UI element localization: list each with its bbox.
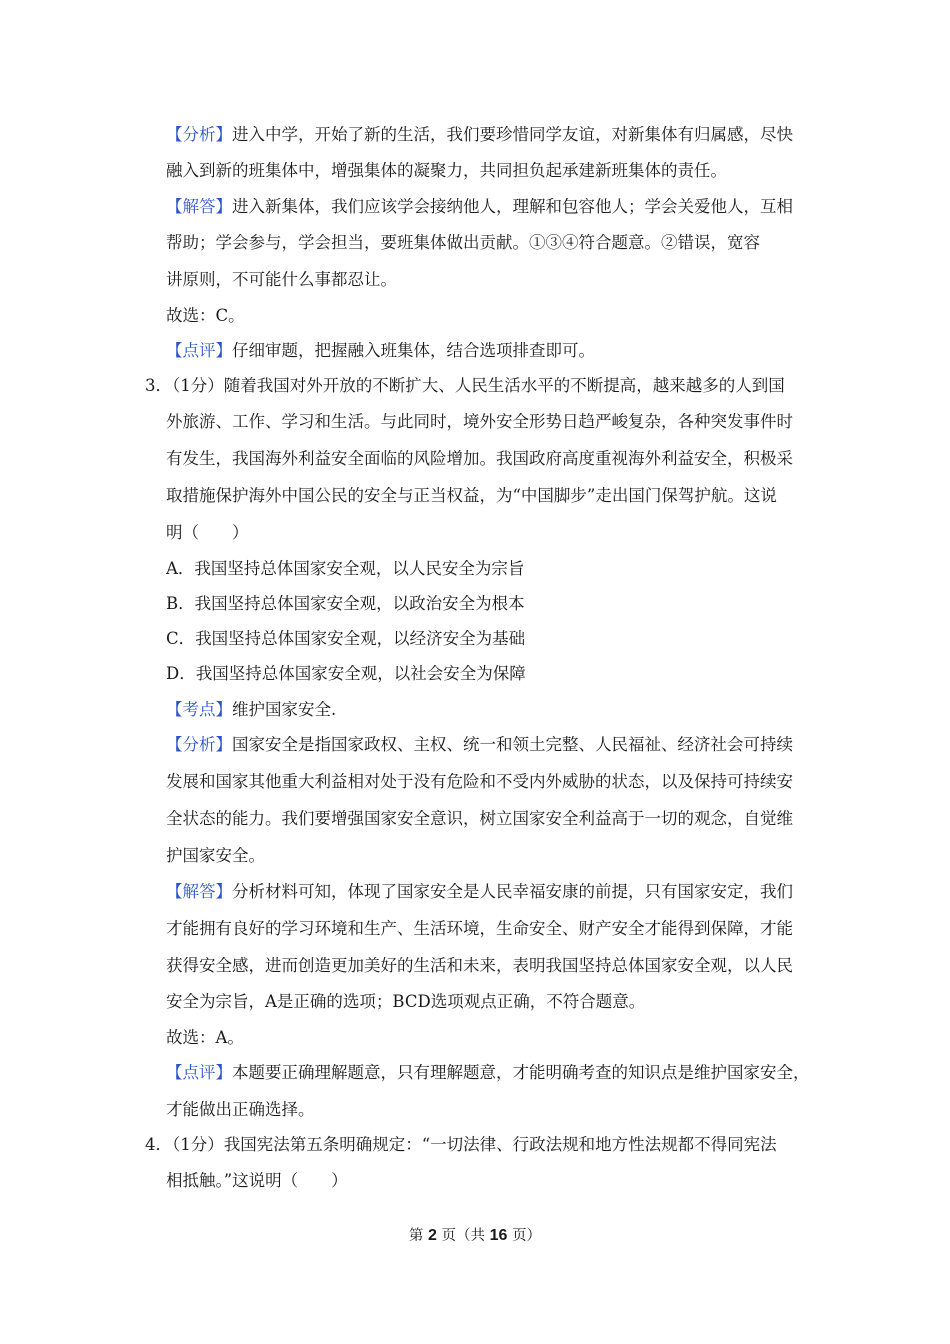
q2-analysis-line-1: 【分析】进入中学，开始了新的生活，我们要珍惜同学友谊，对新集体有归属感，尽快 [166, 125, 793, 144]
q3-comment-line-1: 【点评】本题要正确理解题意，只有理解题意，才能明确考查的知识点是维护国家安全， [166, 1063, 810, 1082]
q3-comment-line-2: 才能做出正确选择。 [166, 1100, 315, 1119]
q3-stem-line-3: 有发生，我国海外利益安全面临的风险增加。我国政府高度重视海外利益安全，积极采 [166, 449, 793, 468]
q4-stem-line-2: 相抵触。”这说明（ ） [166, 1171, 348, 1190]
q4-stem-line-1: 4．（1分）我国宪法第五条明确规定：“一切法律、行政法规和地方性法规都不得同宪法 [145, 1135, 777, 1154]
q3-answer-line-2: 才能拥有良好的学习环境和生产、生活环境，生命安全、财产安全才能得到保障，才能 [166, 919, 793, 938]
q3-stem-line-5: 明（ ） [166, 523, 249, 542]
q3-choice: 故选：A。 [166, 1028, 244, 1047]
q2-comment-line-1: 【点评】仔细审题，把握融入班集体，结合选项排查即可。 [166, 341, 595, 360]
q3-answer-line-1: 【解答】分析材料可知，体现了国家安全是人民幸福安康的前提，只有国家安定，我们 [166, 882, 793, 901]
q3-option-d: D．我国坚持总体国家安全观，以社会安全为保障 [166, 664, 526, 683]
answer-tag: 【解答】 [166, 882, 232, 901]
q3-stem-line-4: 取措施保护海外中国公民的安全与正当权益，为“中国脚步”走出国门保驾护航。这说 [166, 486, 777, 505]
q3-answer-line-3: 获得安全感，进而创造更加美好的生活和未来，表明我国坚持总体国家安全观，以人民 [166, 956, 793, 975]
q2-answer-line-2: 帮助；学会参与，学会担当，要班集体做出贡献。①③④符合题意。②错误，宽容 [166, 233, 760, 252]
q3-option-c: C．我国坚持总体国家安全观，以经济安全为基础 [166, 629, 526, 648]
analysis-tag: 【分析】 [166, 125, 232, 144]
q2-answer-line-3: 讲原则，不可能什么事都忍让。 [166, 270, 397, 289]
q3-analysis-line-1: 【分析】国家安全是指国家政权、主权、统一和领土完整、人民福祉、经济社会可持续 [166, 735, 793, 754]
q2-analysis-line-2: 融入到新的班集体中，增强集体的凝聚力，共同担负起承建新班集体的责任。 [166, 161, 727, 180]
q3-kaodian-line-1: 【考点】维护国家安全. [166, 700, 337, 719]
q3-stem-line-1: 3．（1分）随着我国对外开放的不断扩大、人民生活水平的不断提高，越来越多的人到国 [145, 376, 785, 395]
q3-option-b: B．我国坚持总体国家安全观，以政治安全为根本 [166, 594, 525, 613]
answer-tag: 【解答】 [166, 197, 232, 216]
q2-answer-line-1: 【解答】进入新集体，我们应该学会接纳他人，理解和包容他人；学会关爱他人，互相 [166, 197, 793, 216]
comment-tag: 【点评】 [166, 341, 232, 360]
current-page-number: 2 [428, 1227, 437, 1244]
page-footer: 第 2 页（共 16 页） [408, 1227, 542, 1244]
q3-analysis-line-4: 护国家安全。 [166, 846, 265, 865]
q3-stem-line-2: 外旅游、工作、学习和生活。与此同时，境外安全形势日趋严峻复杂，各种突发事件时 [166, 412, 793, 431]
q3-analysis-line-2: 发展和国家其他重大利益相对处于没有危险和不受内外威胁的状态，以及保持可持续安 [166, 772, 793, 791]
comment-tag: 【点评】 [166, 1063, 232, 1082]
analysis-tag: 【分析】 [166, 735, 232, 754]
total-page-number: 16 [489, 1227, 508, 1244]
q3-analysis-line-3: 全状态的能力。我们要增强国家安全意识，树立国家安全利益高于一切的观念，自觉维 [166, 809, 793, 828]
kaodian-tag: 【考点】 [166, 700, 232, 719]
q2-choice: 故选：C。 [166, 306, 245, 325]
q3-answer-line-4: 安全为宗旨，A是正确的选项；BCD选项观点正确，不符合题意。 [166, 992, 646, 1011]
q3-option-a: A．我国坚持总体国家安全观，以人民安全为宗旨 [166, 559, 525, 578]
